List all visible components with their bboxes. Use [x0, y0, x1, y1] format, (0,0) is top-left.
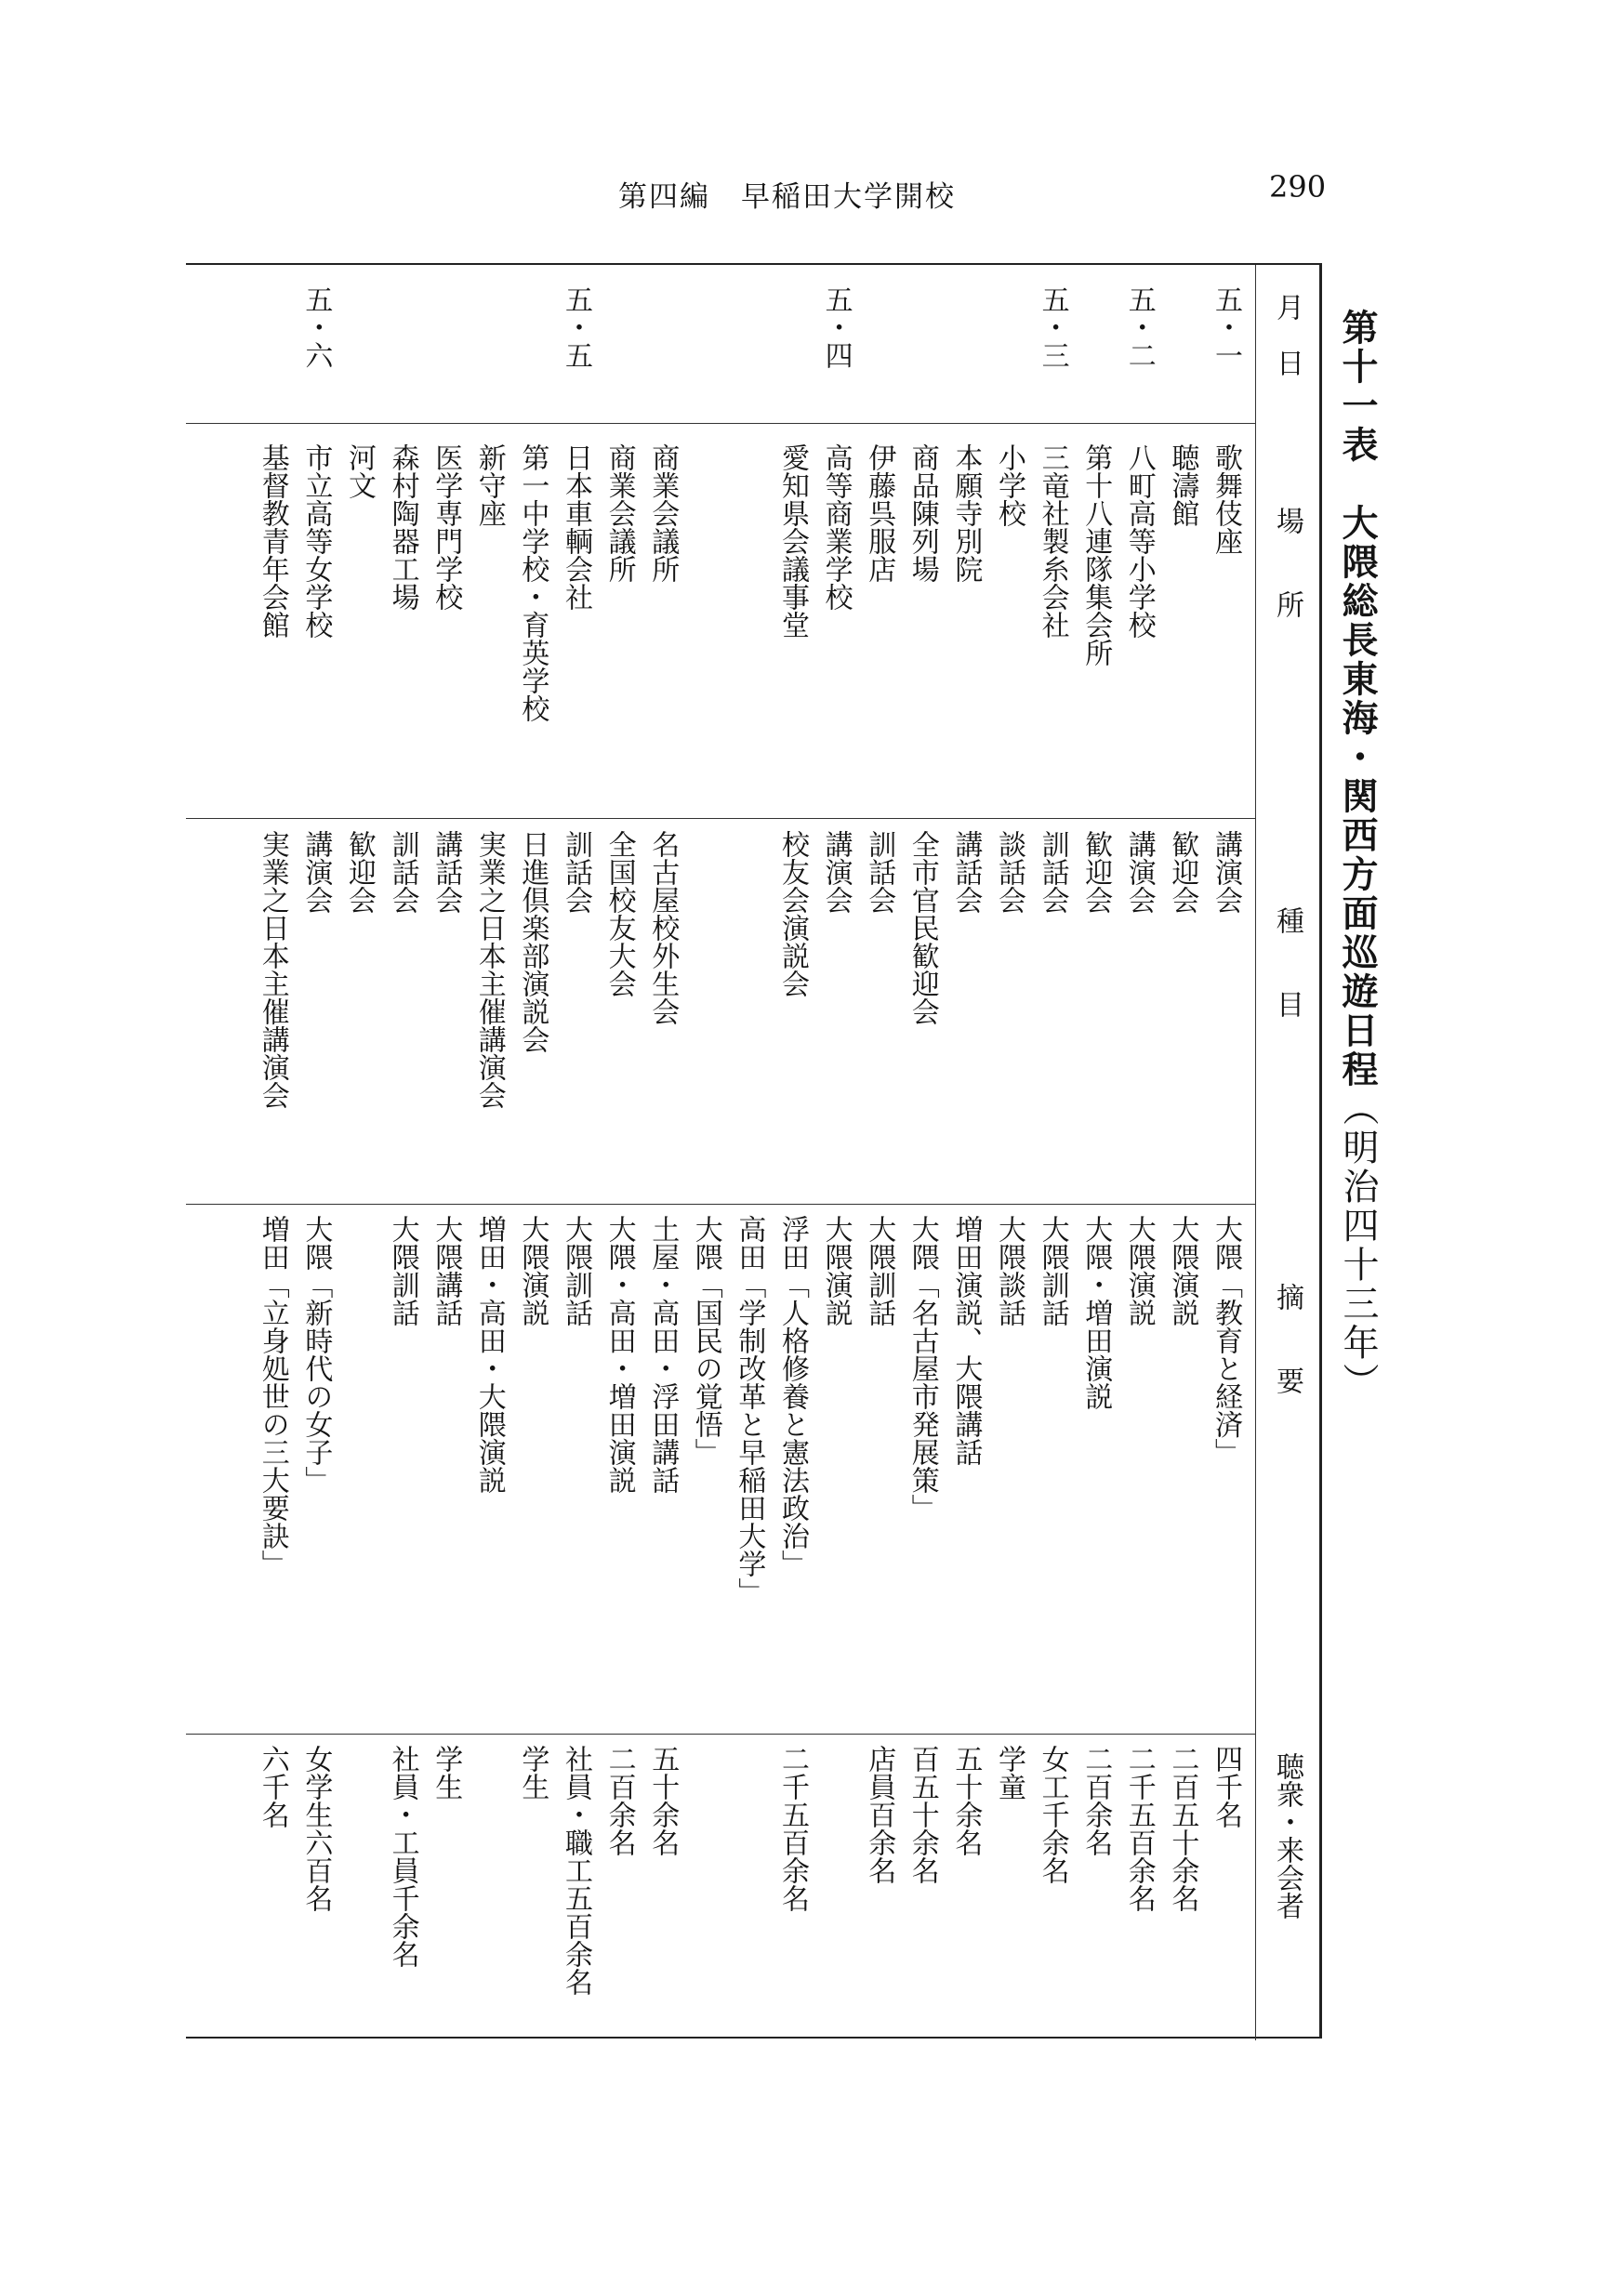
- row-summary: 大隈演説: [516, 1215, 549, 1326]
- row-summary: 大隈談話: [993, 1215, 1025, 1326]
- row-kind: 講話会: [430, 830, 463, 914]
- page-number: 290: [1269, 169, 1327, 205]
- row-kind: 歓迎会: [343, 830, 376, 914]
- row-venue: 市立高等女学校: [299, 443, 333, 639]
- row-audience: 二百五十余名: [1166, 1745, 1199, 1912]
- row-audience: 二百余名: [1079, 1745, 1113, 1856]
- row-kind: 歓迎会: [1166, 830, 1199, 914]
- table-title: [1325, 309, 1390, 1402]
- row-venue: 三竜社製糸会社: [1036, 443, 1069, 639]
- row-venue: 基督教青年会館: [256, 443, 289, 639]
- row-summary: 増田演説、大隈講話: [949, 1215, 983, 1466]
- row-audience: 女学生六百名: [299, 1745, 333, 1912]
- row-summary: 大隈・増田演説: [1079, 1215, 1113, 1410]
- row-summary: 増田「立身処世の三大要訣」: [256, 1215, 289, 1577]
- row-summary: 大隈「国民の覚悟」: [689, 1215, 722, 1466]
- row-kind: 談話会: [993, 830, 1025, 914]
- row-date: 五・二: [1122, 285, 1156, 369]
- row-date: 五・三: [1036, 285, 1069, 369]
- row-kind: 歓迎会: [1079, 830, 1113, 914]
- row-audience: 二千五百余名: [776, 1745, 809, 1912]
- row-audience: 二千五百余名: [1122, 1745, 1156, 1912]
- divider-place-kind: [186, 818, 1255, 819]
- row-kind: 訓話会: [560, 830, 592, 914]
- row-kind: 実業之日本主催講演会: [472, 830, 506, 1109]
- row-date: 五・四: [819, 285, 853, 369]
- row-venue: 愛知県会議事堂: [776, 443, 809, 639]
- row-kind: 訓話会: [863, 830, 896, 914]
- row-venue: 本願寺別院: [949, 443, 983, 583]
- row-venue: 新守座: [472, 443, 506, 527]
- row-audience: 社員・職工五百余名: [560, 1745, 592, 1996]
- row-summary: 大隈演説: [1122, 1215, 1156, 1326]
- row-venue: 聴濤館: [1166, 443, 1199, 527]
- row-venue: 伊藤呉服店: [863, 443, 896, 583]
- row-venue: 商業会議所: [646, 443, 680, 583]
- row-kind: 校友会演説会: [776, 830, 809, 997]
- row-kind: 実業之日本主催講演会: [256, 830, 289, 1109]
- row-summary: 大隈演説: [819, 1215, 853, 1326]
- row-audience: 五十余名: [646, 1745, 680, 1856]
- table-title-main: 第十一表 大隈総長東海・関西方面巡遊日程: [1336, 309, 1379, 1089]
- header-summary: 摘 要: [1271, 1283, 1303, 1394]
- header-date: 月 日: [1271, 293, 1303, 376]
- row-date: 五・五: [560, 285, 592, 369]
- row-kind: 全国校友大会: [602, 830, 636, 997]
- row-date: 五・一: [1210, 285, 1242, 369]
- row-summary: 大隈・高田・増田演説: [602, 1215, 636, 1494]
- row-venue: 商品陳列場: [906, 443, 939, 583]
- header-kind: 種 目: [1271, 906, 1303, 1018]
- row-kind: 講演会: [1210, 830, 1242, 914]
- row-summary: 大隈訓話: [1036, 1215, 1069, 1326]
- row-audience: 学童: [993, 1745, 1025, 1801]
- row-venue: 日本車輌会社: [560, 443, 592, 611]
- row-venue: 河文: [343, 443, 376, 499]
- row-kind: 訓話会: [1036, 830, 1069, 914]
- row-venue: 森村陶器工場: [386, 443, 419, 611]
- row-venue: 第一中学校・育英学校: [516, 443, 549, 722]
- row-kind: 名古屋校外生会: [646, 830, 680, 1025]
- row-audience: 六千名: [256, 1745, 289, 1828]
- row-summary: 大隈「新時代の女子」: [299, 1215, 333, 1494]
- row-venue: 歌舞伎座: [1210, 443, 1242, 555]
- row-venue: 医学専門学校: [430, 443, 463, 611]
- row-audience: 社員・工員千余名: [386, 1745, 419, 1968]
- row-summary: 大隈「名古屋市発展策」: [906, 1215, 939, 1522]
- row-kind: 講演会: [819, 830, 853, 914]
- schedule-table: [186, 263, 1322, 2039]
- row-venue: 八町高等小学校: [1122, 443, 1156, 639]
- row-kind: 全市官民歓迎会: [906, 830, 939, 1025]
- divider-summary-audience: [186, 1734, 1255, 1735]
- row-summary: 土屋・高田・浮田講話: [646, 1215, 680, 1494]
- row-venue: 第十八連隊集会所: [1079, 443, 1113, 666]
- row-kind: 講演会: [299, 830, 333, 914]
- row-audience: 女工千余名: [1036, 1745, 1069, 1884]
- divider-date-place: [186, 423, 1255, 424]
- row-summary: 大隈講話: [430, 1215, 463, 1326]
- header-divider: [1255, 265, 1256, 2040]
- row-date: 五・六: [299, 285, 333, 369]
- row-summary: 高田「学制改革と早稲田大学」: [733, 1215, 766, 1605]
- row-kind: 講演会: [1122, 830, 1156, 914]
- row-kind: 講話会: [949, 830, 983, 914]
- row-summary: 大隈演説: [1166, 1215, 1199, 1326]
- running-header: 第四編 早稲田大学開校: [618, 180, 956, 214]
- table-title-era: （明治四十三年）: [1337, 1089, 1379, 1402]
- divider-kind-summary: [186, 1204, 1255, 1205]
- row-audience: 二百余名: [602, 1745, 636, 1856]
- row-venue: 高等商業学校: [819, 443, 853, 611]
- row-venue: 商業会議所: [602, 443, 636, 583]
- header-place: 場 所: [1271, 507, 1303, 618]
- row-summary: 大隈訓話: [560, 1215, 592, 1326]
- row-kind: 訓話会: [386, 830, 419, 914]
- header-audience: 聴衆・来会者: [1271, 1752, 1303, 1920]
- row-kind: 日進倶楽部演説会: [516, 830, 549, 1053]
- row-audience: 学生: [430, 1745, 463, 1801]
- row-audience: 学生: [516, 1745, 549, 1801]
- row-audience: 店員百余名: [863, 1745, 896, 1884]
- row-audience: 五十余名: [949, 1745, 983, 1856]
- row-summary: 浮田「人格修養と憲法政治」: [776, 1215, 809, 1577]
- row-summary: 大隈訓話: [863, 1215, 896, 1326]
- row-audience: 百五十余名: [906, 1745, 939, 1884]
- row-venue: 小学校: [993, 443, 1025, 527]
- row-audience: 四千名: [1210, 1745, 1242, 1828]
- row-summary: 増田・高田・大隈演説: [472, 1215, 506, 1494]
- row-summary: 大隈「教育と経済」: [1210, 1215, 1242, 1466]
- row-summary: 大隈訓話: [386, 1215, 419, 1326]
